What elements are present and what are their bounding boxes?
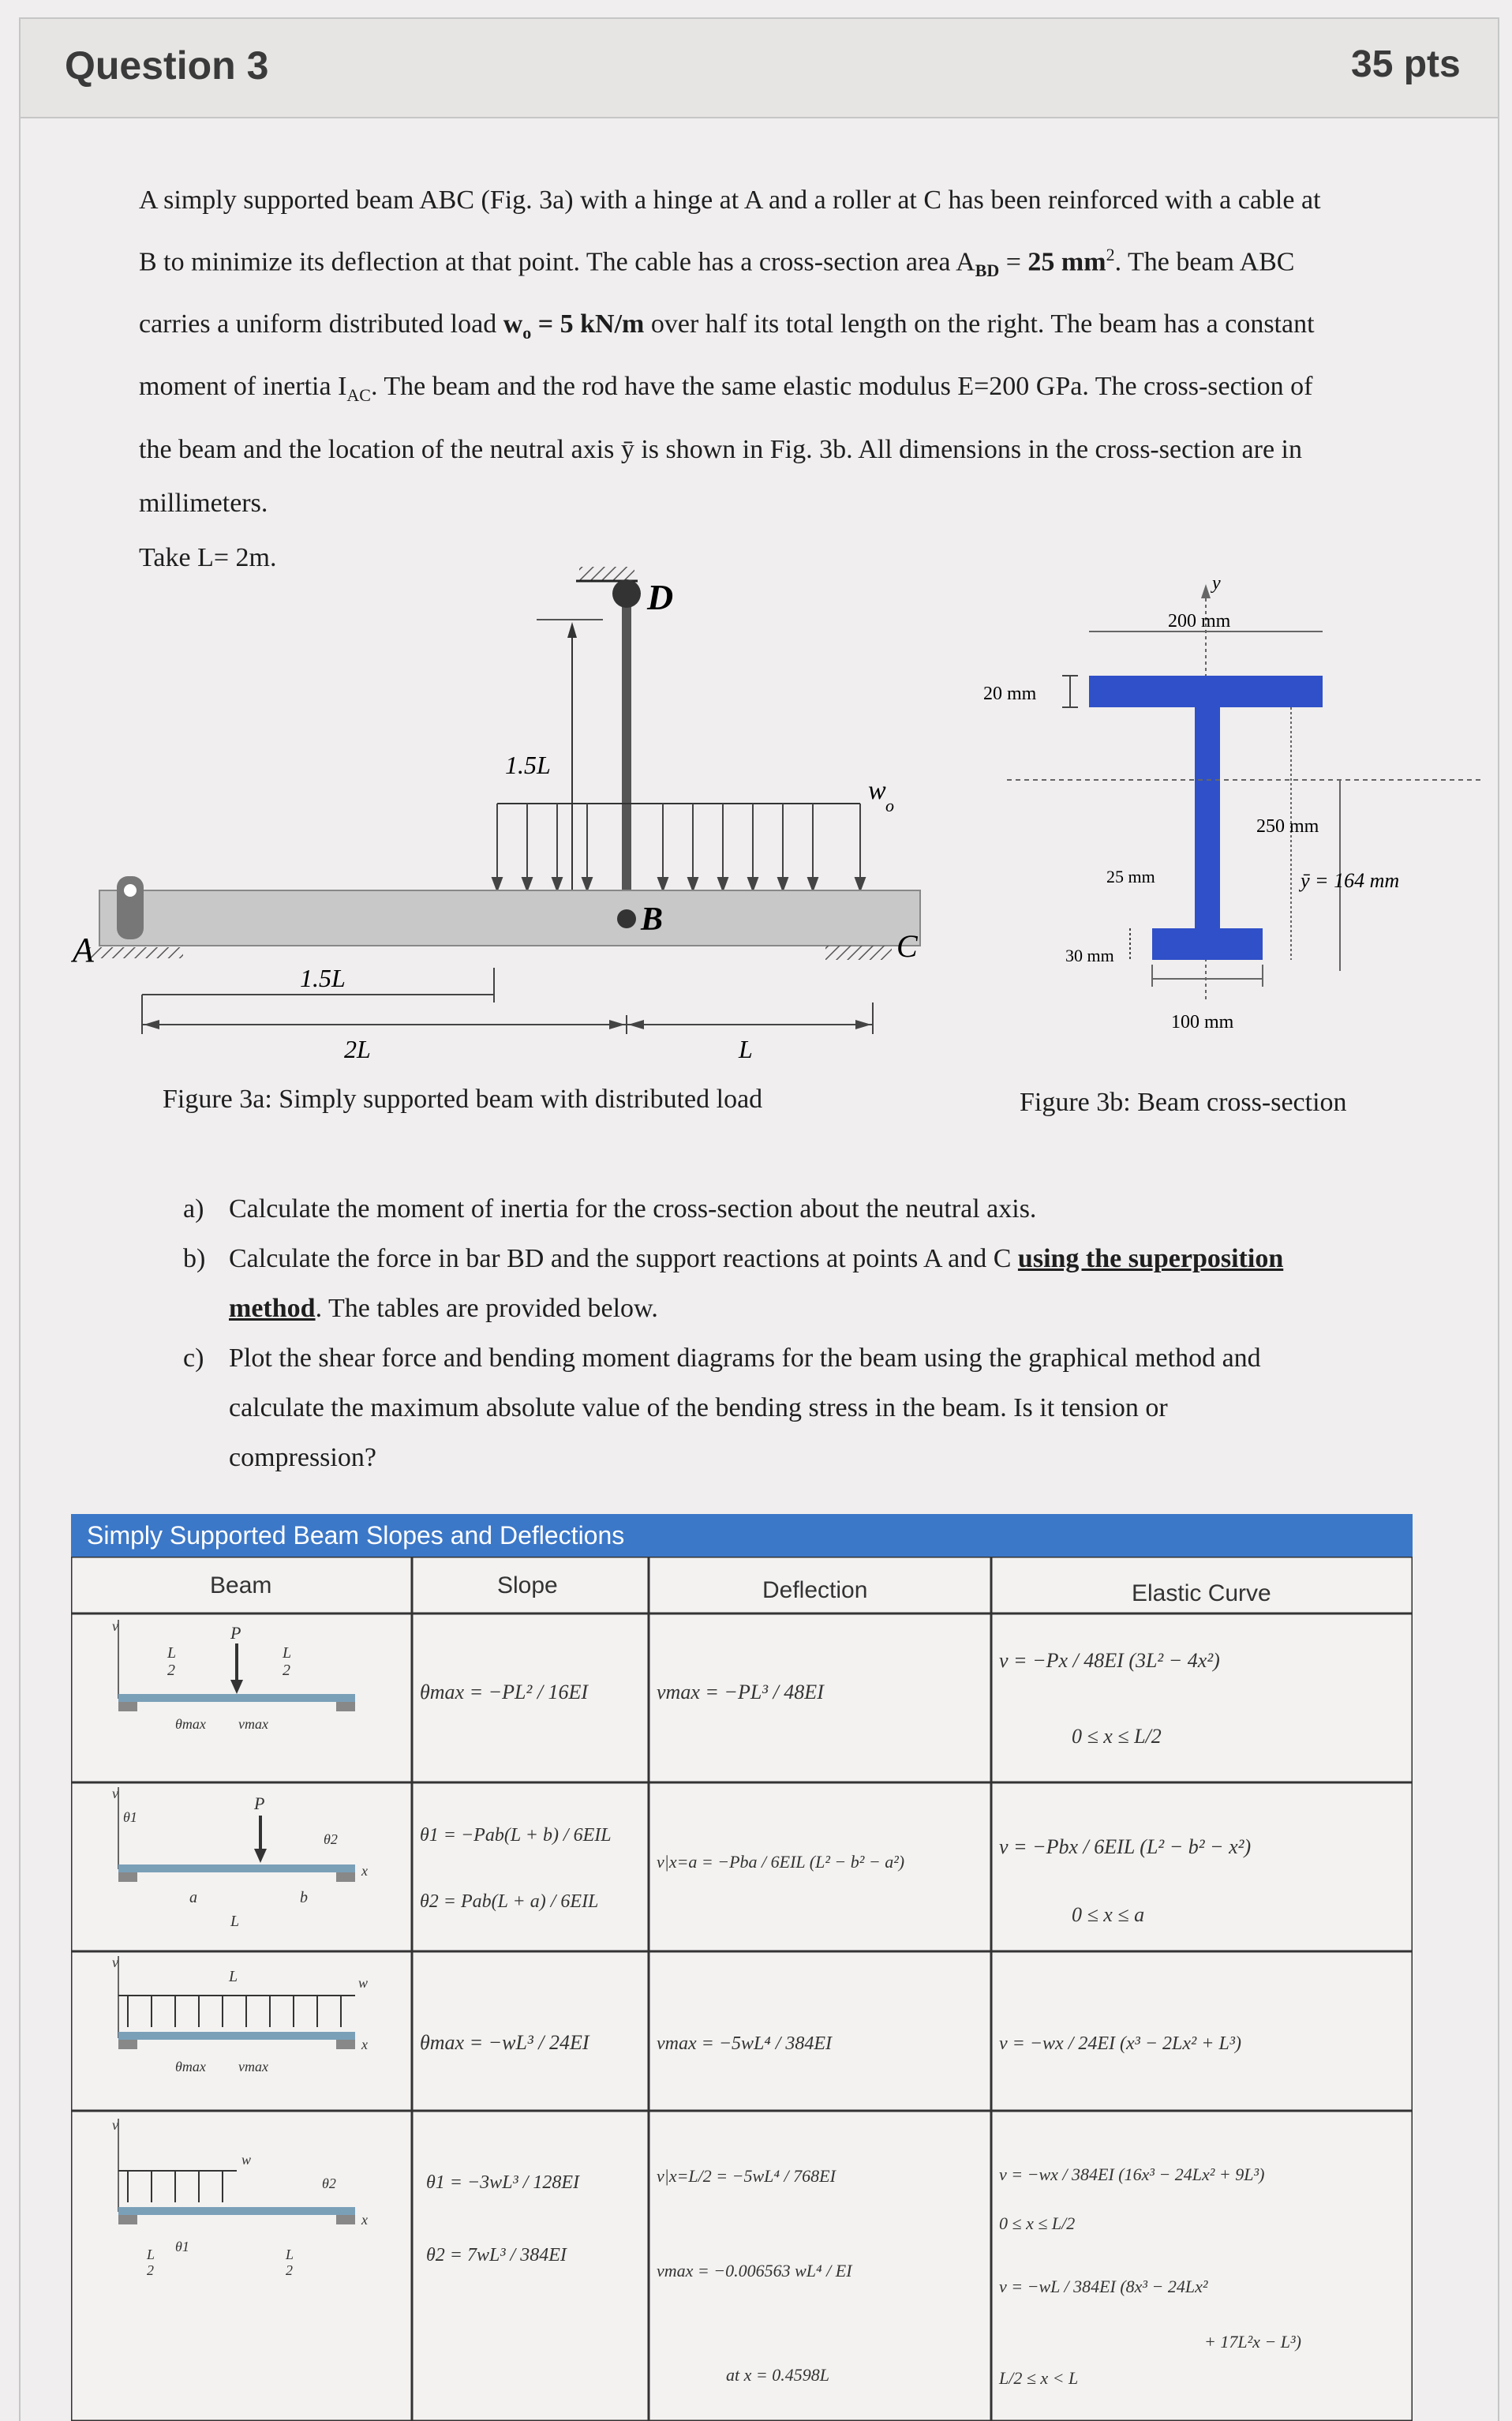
label-d: D	[647, 577, 674, 617]
dim-bottom-width: 100 mm	[1171, 1012, 1234, 1032]
row4-deflection-2: vmax = −0.006563 wL⁴ / EI	[657, 2261, 852, 2280]
label-a: A	[73, 931, 94, 969]
row3-slope: θmax = −wL³ / 24EI	[420, 2031, 589, 2054]
row2-deflection: v|x=a = −Pba / 6EIL (L² − b² − a²)	[657, 1852, 905, 1872]
row1-curve-range: 0 ≤ x ≤ L/2	[1072, 1725, 1162, 1748]
svg-text:P: P	[254, 1793, 265, 1813]
row2-slope-2: θ2 = Pab(L + a) / 6EIL	[420, 1891, 599, 1912]
svg-text:v: v	[112, 1786, 118, 1801]
task-b	[183, 1234, 1319, 1333]
dim-flange-thick: 20 mm	[983, 684, 1037, 704]
row4-deflection-1: v|x=L/2 = −5wL⁴ / 768EI	[657, 2166, 836, 2186]
task-b-letter: b)	[183, 1244, 206, 1273]
svg-text:x: x	[361, 2037, 368, 2052]
row3-deflection: vmax = −5wL⁴ / 384EI	[657, 2033, 833, 2054]
svg-text:b: b	[300, 1889, 308, 1906]
svg-text:vmax: vmax	[238, 1716, 268, 1732]
svg-text:2: 2	[283, 1662, 290, 1679]
row4-slope-1: θ1 = −3wL³ / 128EI	[426, 2172, 580, 2193]
svg-text:vmax: vmax	[238, 2059, 268, 2074]
intro-w: w	[503, 309, 523, 339]
svg-text:θ1: θ1	[123, 1809, 137, 1825]
task-b-text-c: . The tables are provided below.	[315, 1294, 658, 1323]
svg-text:2: 2	[167, 1662, 175, 1679]
intro-text-1: A simply supported beam ABC (Fig. 3a) with a hinge at A and a roller at C has been reinforced with a cable at B to minimize its deflection at that point. The cable has a cross-section area A	[139, 186, 1321, 276]
intro-text-4: over half its total length on the right. The beam has a constant moment of inertia I	[139, 309, 1315, 402]
intro-w-sub: o	[522, 322, 532, 343]
intro-sub-bd: BD	[975, 260, 1000, 280]
intro-text-3: . The beam ABC carries a uniform distributed load	[139, 246, 1295, 339]
dim-height: 250 mm	[1256, 816, 1319, 837]
dim-cable: 1.5L	[505, 751, 551, 779]
task-a-text: Calculate the moment of inertia for the cross-section about the neutral axis.	[229, 1194, 1037, 1224]
intro-sub-ac: AC	[346, 385, 371, 406]
svg-text:w: w	[358, 1975, 369, 1991]
roller-c	[825, 946, 892, 960]
bottom-flange	[1152, 928, 1263, 960]
task-b-text-a: Calculate the force in bar BD and the support reactions at points A and C	[229, 1244, 1018, 1273]
distributed-load-arrows	[492, 804, 865, 890]
row4-curve-4: + 17L²x − L³)	[1204, 2332, 1301, 2352]
row3-curve: v = −wx / 24EI (x³ − 2Lx² + L³)	[999, 2033, 1241, 2054]
fig3a-caption: Figure 3a: Simply supported beam with distributed load	[163, 1085, 763, 1114]
svg-text:v: v	[112, 2117, 118, 2133]
task-c	[183, 1333, 1319, 1482]
svg-text:L: L	[147, 2247, 155, 2262]
beam-table	[71, 1557, 1413, 2421]
pin-d	[612, 579, 641, 608]
svg-text:θ2: θ2	[324, 1831, 338, 1847]
header-deflection: Deflection	[762, 1577, 868, 1603]
task-c-letter: c)	[183, 1344, 204, 1373]
cable-bd	[622, 592, 631, 924]
task-a	[183, 1184, 1319, 1234]
ybar-label: ȳ = 164 mm	[1301, 869, 1400, 892]
row4-curve-3: v = −wL / 384EI (8x³ − 24Lx²	[999, 2277, 1208, 2296]
row1-slope: θmax = −PL² / 16EI	[420, 1681, 589, 1703]
task-c-text: Plot the shear force and bending moment diagrams for the beam using the graphical method and calculate the maximum absolute value of the bending stress in the beam. Is it tension or compression?	[229, 1344, 1261, 1472]
label-wo: w	[868, 776, 886, 805]
row4-curve-2: 0 ≤ x ≤ L/2	[999, 2213, 1076, 2233]
question-points: 35 pts	[1351, 43, 1461, 85]
svg-text:x: x	[361, 2212, 368, 2228]
intro-take-l: Take L= 2m.	[139, 542, 277, 572]
svg-text:a: a	[189, 1889, 197, 1906]
header-slope: Slope	[497, 1572, 558, 1598]
ceiling-support	[579, 567, 634, 581]
fig3b-caption: Figure 3b: Beam cross-section	[1020, 1088, 1347, 1117]
row4-curve-1: v = −wx / 384EI (16x³ − 24Lx² + 9L³)	[999, 2164, 1265, 2184]
task-list	[183, 1184, 1319, 1482]
intro-load: = 5 kN/m	[531, 309, 645, 339]
problem-statement: A simply supported beam ABC (Fig. 3a) with a hinge at A and a roller at C has been reinforced with a cable at B to minimize its deflection at that point. The cable has a cross-section area $A_{BD} = 25$ $mm^2$. The beam ABC carries a uniform distributed load $w_o = 5$ kN/m over half its total length on the right. The beam has a constant moment of inertia $I_{AC}$. The beam and the rod have the same elastic modulus E=200 GPa. The cross-section of the beam and the location of the neutral axis ȳ is shown in Fig. 3b. All dimensions in the cross-section are in millimeters. Take L= 2m.	[139, 186, 1321, 572]
svg-text:v: v	[112, 1618, 118, 1634]
intro-text-5: . The beam and the rod have the same elastic modulus E=200 GPa. The cross-section of the beam and the location of the neutral axis ȳ is shown in Fig. 3b. All dimensions in the cross-section are in millimeters.	[139, 372, 1313, 519]
row4-curve-5: L/2 ≤ x < L	[999, 2368, 1079, 2388]
row2-slope-1: θ1 = −Pab(L + b) / 6EIL	[420, 1825, 612, 1846]
svg-text:v: v	[112, 1954, 118, 1970]
question-header	[19, 17, 1499, 118]
label-c: C	[896, 928, 918, 964]
row1-deflection: vmax = −PL³ / 48EI	[657, 1681, 824, 1703]
dim-flange-width: 200 mm	[1168, 611, 1231, 631]
intro-text-2: =	[999, 246, 1028, 276]
svg-text:x: x	[361, 1863, 368, 1879]
svg-text:θ2: θ2	[322, 2176, 336, 2191]
row4-slope-2: θ2 = 7wL³ / 384EI	[426, 2245, 567, 2265]
header-elastic-curve: Elastic Curve	[1132, 1580, 1271, 1606]
dim-web-thick: 25 mm	[1106, 867, 1155, 886]
row2-curve-range: 0 ≤ x ≤ a	[1072, 1903, 1145, 1926]
table-title: Simply Supported Beam Slopes and Deflections	[71, 1514, 1413, 1557]
dim-bottom-thick: 30 mm	[1065, 946, 1114, 965]
svg-text:L: L	[230, 1913, 240, 1930]
label-wo-sub: o	[885, 796, 894, 815]
svg-text:L: L	[286, 2247, 294, 2262]
svg-text:θ1: θ1	[175, 2239, 189, 2254]
svg-text:θmax: θmax	[175, 2059, 206, 2074]
svg-text:L: L	[229, 1968, 238, 1985]
label-b: B	[641, 901, 664, 938]
beam-abc	[99, 890, 920, 946]
svg-text:2: 2	[147, 2262, 154, 2278]
top-flange	[1089, 676, 1323, 707]
svg-text:L: L	[283, 1644, 292, 1662]
svg-text:2: 2	[286, 2262, 293, 2278]
axis-y: y	[1212, 573, 1221, 594]
intro-area: 25 mm	[1027, 246, 1106, 276]
svg-text:L: L	[167, 1644, 177, 1662]
question-title: Question 3	[65, 43, 269, 88]
dim-ab: 1.5L	[300, 964, 346, 992]
svg-text:θmax: θmax	[175, 1716, 206, 1732]
svg-text:w: w	[241, 2152, 252, 2168]
task-a-letter: a)	[183, 1194, 204, 1224]
header-beam: Beam	[210, 1572, 272, 1598]
row4-deflection-3: at x = 0.4598L	[726, 2365, 829, 2385]
figure-3b	[975, 560, 1480, 1050]
figure-3a	[71, 553, 947, 1074]
row1-curve: v = −Px / 48EI (3L² − 4x²)	[999, 1649, 1220, 1672]
task-b-method: using the superposition method	[229, 1244, 1284, 1323]
svg-text:P: P	[230, 1623, 241, 1643]
web	[1195, 707, 1220, 928]
dim-2l: 2L	[344, 1035, 371, 1063]
row2-curve: v = −Pbx / 6EIL (L² − b² − x²)	[999, 1835, 1252, 1858]
dim-l: L	[739, 1035, 753, 1063]
pin-b	[617, 909, 636, 928]
